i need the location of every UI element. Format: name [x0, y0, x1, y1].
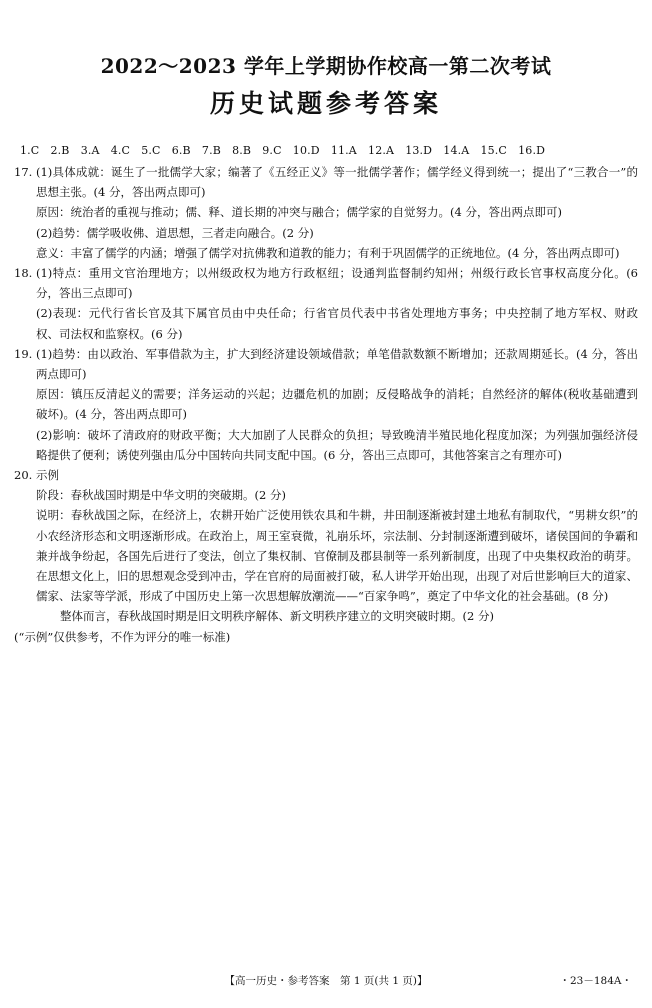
question-17: [14, 162, 638, 263]
multiple-choice-answers: 1.C 2.B 3.A 4.C 5.C 6.B 7.B 8.B 9.C 10.D 11.A 12.A 13.D 14.A 15.C 16.D: [20, 144, 546, 157]
answer-paragraph: (2)影响：破坏了清政府的财政平衡；大大加剧了人民群众的负担；导致晚清半殖民地化程度加深；为列强加强经济侵略提供了便利；诱使列强由瓜分中国转向共同支配中国。(6 分，答出三点即可，其他答案言之有理亦可): [36, 427, 638, 462]
footer-code: ・23－184A・: [559, 975, 632, 987]
answer-paragraph: (1)具体成就：诞生了一批儒学大家；编著了《五经正义》等一批儒学著作；儒学经义得到统一；提出了“三教合一”的思想主张。(4 分，答出两点即可): [36, 165, 638, 200]
answer-paragraph: 阶段：春秋战国时期是中华文明的突破期。(2 分): [36, 488, 286, 503]
question-number: 18.: [14, 266, 33, 281]
answer-paragraph: 原因：镇压反清起义的需要；洋务运动的兴起；边疆危机的加剧；反侵略战争的消耗；自然经济的解体(税收基础遭到破坏)。(4 分，答出两点即可): [36, 387, 638, 422]
answer-paragraph: (1)趋势：由以政治、军事借款为主，扩大到经济建设领域借款；单笔借款数额不断增加；还款周期延长。(4 分，答出两点即可): [36, 346, 638, 382]
answer-paragraph: 原因：统治者的重视与推动；儒、释、道长期的冲突与融合；儒学家的自觉努力。(4 分，答出两点即可): [36, 205, 562, 220]
exam-title: 2022～2023 学年上学期协作校高一第二次考试: [100, 54, 552, 78]
answer-paragraph: (2)趋势：儒学吸收佛、道思想，三者走向融合。(2 分): [36, 225, 314, 240]
answer-paragraph: 意义：丰富了儒学的内涵；增强了儒学对抗佛教和道教的能力；有利于巩固儒学的正统地位。(4 分，答出两点即可): [36, 245, 620, 260]
question-20: [14, 465, 638, 627]
answer-paragraph: 说明：春秋战国之际，在经济上，农耕开始广泛使用铁农具和牛耕，井田制逐渐被封建土地私有制取代，“男耕女织”的小农经济形态和文明逐渐形成。在政治上，周王室衰微，礼崩乐坏，宗法制、分封制逐渐遭到破坏，诸侯国间的争霸和兼并战争纷起，各国先后进行了变法，创立了集权制、官僚制及郡县制等一系列新制度，出现了中央集权政治的萌芽。在思想文化上，旧的思想观念受到冲击，学在官府的局面被打破，私人讲学开始出现，出现了对后世影响巨大的道家、儒家、法家等学派，形成了中国历史上第一次思想解放潮流——“百家争鸣”，奠定了中华文化的社会基础。(8 分): [36, 508, 638, 604]
answer-paragraph: 整体而言，春秋战国时期是旧文明秩序解体、新文明秩序建立的文明突破时期。(2 分): [60, 609, 494, 624]
page-footer: [0, 973, 652, 989]
question-number: 17.: [14, 165, 33, 179]
footer-page-info: 【高一历史・参考答案 第 1 页(共 1 页)】: [224, 975, 428, 987]
example-label: 示例: [36, 468, 59, 483]
grading-note: (“示例”仅供参考，不作为评分的唯一标准): [14, 629, 231, 644]
answer-paragraph: (2)表现：元代行省长官及其下属官员由中央任命；行省官员代表中书省处理地方事务；中央控制了地方军权、财政权、司法权和监察权。(6 分): [36, 306, 638, 341]
document-title: 历史试题参考答案: [209, 89, 442, 118]
question-number: 20.: [14, 468, 33, 483]
question-19: [14, 344, 638, 465]
answer-paragraph: (1)特点：重用文官治理地方；以州级政权为地方行政枢纽；设通判监督制约知州；州级行政长官事权高度分化。(6 分，答出三点即可): [36, 266, 638, 301]
answer-body: [14, 162, 638, 647]
question-number: 19.: [14, 346, 33, 361]
question-18: [14, 263, 638, 344]
